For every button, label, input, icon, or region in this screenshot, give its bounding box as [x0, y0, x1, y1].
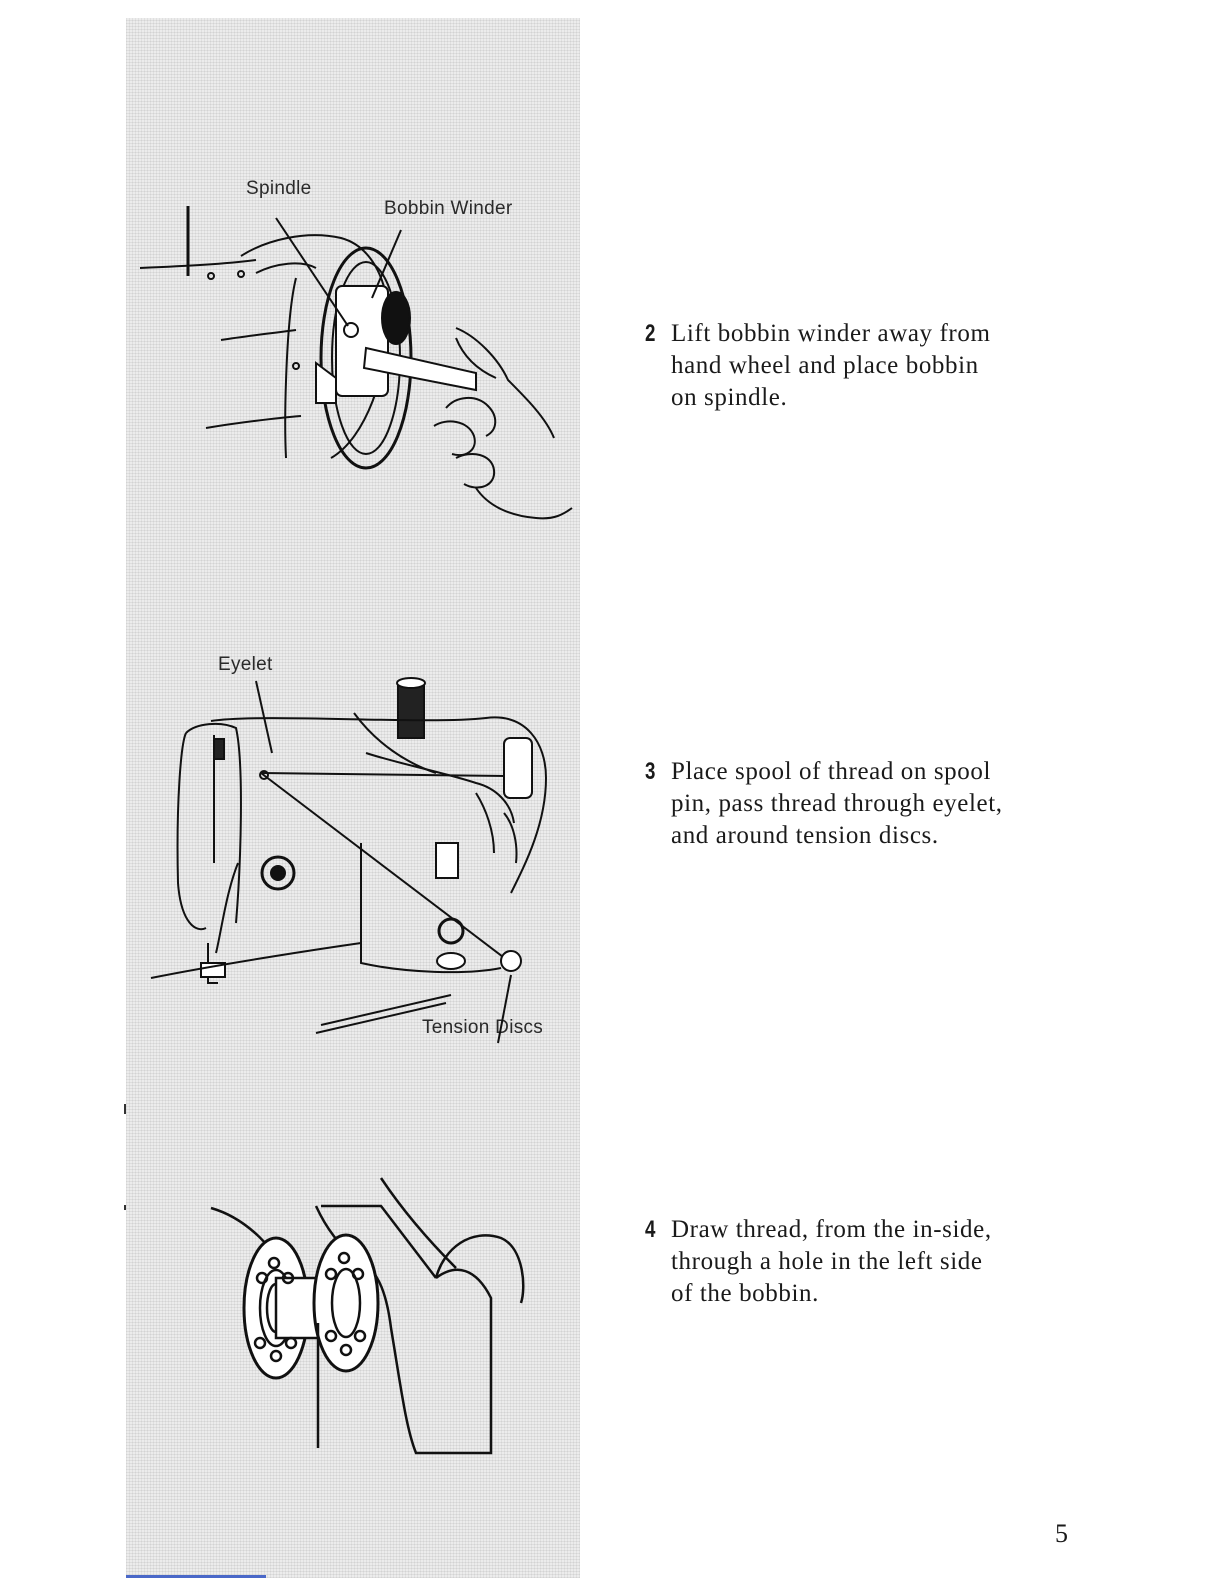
- tension-discs-label: Tension Discs: [422, 1017, 544, 1038]
- scan-mark: [124, 1205, 126, 1210]
- bobbin-illustration: [126, 1088, 580, 1578]
- bobbin-winder-drawing: [126, 18, 580, 563]
- spindle-label: Spindle: [246, 178, 312, 199]
- step-text: Place spool of thread on spool pin, pass thread through eyelet, and around tension discs.: [671, 758, 1003, 849]
- bobbin-drawing: [126, 1088, 580, 1578]
- step-text: Lift bobbin winder away from hand wheel and place bobbin on spindle.: [671, 320, 991, 411]
- sewing-machine-drawing: [126, 563, 580, 1088]
- step-4: [645, 1214, 1005, 1310]
- step-3: [645, 756, 1005, 852]
- eyelet-label: Eyelet: [218, 654, 273, 675]
- step-number: 2: [645, 320, 656, 347]
- bobbin-winder-label: Bobbin Winder: [384, 198, 513, 219]
- step-number: 3: [645, 758, 656, 785]
- page-number: 5: [1055, 1519, 1068, 1548]
- step-text: Draw thread, from the in-side, through a hole in the left side of the bobbin.: [671, 1216, 992, 1307]
- illustration-column: [126, 18, 580, 1578]
- step-number: 4: [645, 1216, 656, 1243]
- threading-illustration: [126, 563, 580, 1088]
- step-2: [645, 318, 1005, 414]
- scan-mark: [124, 1104, 126, 1114]
- footer-link-bar[interactable]: [126, 1575, 266, 1578]
- bobbin-winder-illustration: [126, 18, 580, 563]
